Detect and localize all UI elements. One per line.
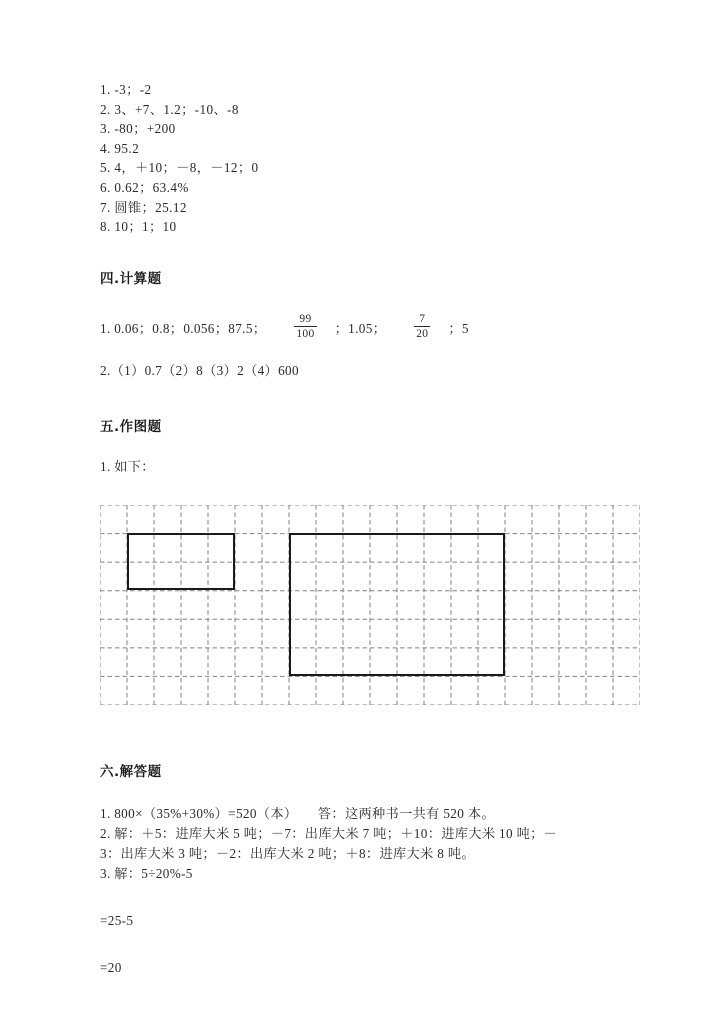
answer-item-4: 4. 95.2 [100,140,140,156]
small-rectangle [127,533,235,590]
section-six [100,760,660,978]
drawing-figure [100,505,640,705]
fraction-numerator: 99 [299,312,312,325]
section-four-line-2: 2.（1）0.7（2）8（3）2（4）600 [100,362,299,378]
fraction-denominator: 20 [416,327,429,340]
section-six-line-5: =25-5 [100,913,134,929]
answer-item-7: 7. 圆锥；25.12 [100,199,187,215]
section-six-line-3: 3：出库大米 3 吨；－2：出库大米 2 吨；＋8：进库大米 8 吨。 [100,846,475,862]
section-four [100,267,660,381]
calc-line1-prefix: 1. 0.06；0.8；0.056；87.5； [100,320,267,336]
section-five [100,415,660,705]
calc-line1-middle: ；1.05； [334,320,387,336]
answer-item-2: 2. 3、+7、1.2；-10、-8 [100,101,239,117]
fraction-numerator: 7 [419,312,426,325]
section-six-line-2: 2. 解：＋5：进库大米 5 吨；－7：出库大米 7 吨；＋10：进库大米 10 吨；－ [100,826,558,842]
section-five-line-1: 1. 如下： [100,458,155,474]
section-six-line-4: 3. 解：5÷20%-5 [100,866,193,882]
fill-in-answer-list [100,80,660,237]
section-four-heading: 四.计算题 [100,270,162,287]
answer-item-6: 6. 0.62；63.4% [100,179,189,195]
fraction-denominator: 100 [296,327,315,340]
answer-item-3: 3. -80；+200 [100,121,176,137]
section-six-line-1: 1. 800×（35%+30%）=520（本） 答：这两种书一共有 520 本。 [100,806,495,822]
fraction-99-100 [294,313,316,340]
section-six-heading: 六.解答题 [100,764,162,781]
large-rectangle [289,533,505,676]
answer-item-5: 5. 4，＋10；－8，－12；0 [100,160,259,176]
section-four-line-1 [100,314,660,341]
fraction-7-20 [414,313,430,340]
section-six-line-6: =20 [100,960,122,976]
answer-item-8: 8. 10；1；10 [100,219,177,235]
answer-item-1: 1. -3；-2 [100,82,152,97]
calc-line1-suffix: ；5 [448,320,469,336]
section-five-heading: 五.作图题 [100,418,162,435]
